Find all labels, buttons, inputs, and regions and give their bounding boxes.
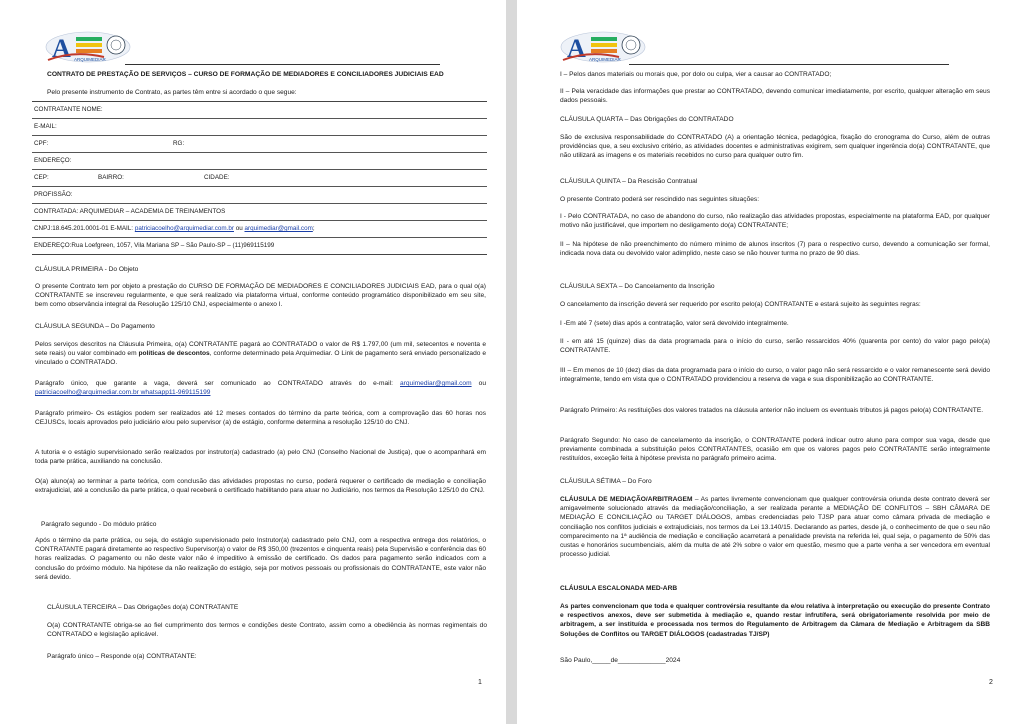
email-link-arquimediar[interactable]: arquimediar@gmail.com bbox=[244, 225, 313, 232]
form-row-nome bbox=[32, 102, 487, 119]
page-number: 1 bbox=[478, 679, 482, 686]
email-link-patricia[interactable]: patriciacoelho@arquimediar.com.br bbox=[134, 225, 234, 232]
whatsapp-link[interactable]: patriciacoelho@arquimediar.com.br whatsapp11-969115199 bbox=[35, 389, 211, 397]
form-row-endereco bbox=[32, 153, 487, 170]
cep-label[interactable]: CEP: bbox=[34, 174, 49, 181]
profissao-label[interactable]: PROFISSÃO: bbox=[34, 191, 73, 198]
party-form bbox=[32, 101, 487, 255]
clause-1-text: O presente Contrato tem por objeto a prestação do CURSO DE FORMAÇÃO DE MEDIADORES E CONCILIADORES JUDICIAIS EAD, para o qual o(a) CONTRATANTE se inscreveu regularmente, e que será realizado via plataforma virtual, conforme conteúdo programático disponibilizado em seu site, bem como observância integral da Resolução 125/10 CNJ, especialmente o anexo I. bbox=[35, 283, 486, 309]
clause-7-text: CLÁUSULA DE MEDIAÇÃO/ARBITRAGEM – As partes livremente convencionam que qualquer controvérsia oriunda deste contrato deverá ser amigavelmente solucionado através da mediação/conciliação, a ser realizada perante a MEDIAÇÃO DE CONFLITOS – SBH CÂMARA DE MEDIAÇÃO E CONCILIAÇÃO ou TARGET DIÁLOGOS, ambas credenciadas pelo TJSP para atuar como câmara privada de mediação e conciliação nos conflitos judiciais e extrajudiciais, nos termos da Lei 13.140/15. Declarando as partes, desde já, o conhecimento de que o seu não comparecimento na 1ª audiência de mediação e conciliação acarretará a penalidade prevista na referida lei, qual seja, o pagamento de 50% das custas e honorários sucumbenciais, além da multa de até 2% sobre o valor em questão, mesmo que a parte venha a ser vencedora em eventual processo judicial. bbox=[560, 496, 990, 559]
clause-4-text: São de exclusiva responsabilidade do CONTRATADO (A) a orientação técnica, pedagógica, fixação do cronograma do Curso, além de outras providências que, a seu exclusivo critério, as atividades docentes e administrativas exigirem, sem qualquer ingerência do(a) CONTRATANTE, que não utilizará as imagens e os materiais recebidos no curso para qualquer outro fim. bbox=[560, 134, 990, 160]
clause-6-intro: O cancelamento da inscrição deverá ser requerido por escrito pelo(a) CONTRATANTE e estará sujeito às seguintes regras: bbox=[560, 301, 921, 308]
page-1 bbox=[0, 0, 506, 724]
rg-label[interactable]: RG: bbox=[173, 140, 185, 147]
clause-6-item-i: I -Em até 7 (sete) dias após a contratação, valor será devolvido integralmente. bbox=[560, 320, 789, 327]
svg-text:ARQUIMEDIAR: ARQUIMEDIAR bbox=[74, 57, 106, 62]
obligation-i: I – Pelos danos materiais ou morais que, por dolo ou culpa, vier a causar ao CONTRATADO; bbox=[560, 71, 832, 78]
svg-text:ARQUIMEDIAR: ARQUIMEDIAR bbox=[589, 57, 621, 62]
arquimediar-logo bbox=[559, 30, 647, 64]
clause-4-title: CLÁUSULA QUARTA – Das Obrigações do CONTRATADO bbox=[560, 116, 734, 123]
form-row-endereco-contratada bbox=[32, 238, 487, 254]
clause-8-title: CLÁUSULA ESCALONADA MED-ARB bbox=[560, 585, 678, 592]
svg-text:A: A bbox=[52, 34, 71, 63]
header-rule bbox=[629, 64, 949, 65]
email-link-arquimediar-2[interactable]: arquimediar@gmail.com bbox=[400, 380, 472, 387]
contratada-text: CONTRATADA: ARQUIMEDIAR – ACADEMIA DE TREINAMENTOS bbox=[34, 208, 226, 215]
contract-title: CONTRATO DE PRESTAÇÃO DE SERVIÇOS – CURSO DE FORMAÇÃO DE MEDIADORES E CONCILIADORES JUDICIAIS EAD bbox=[47, 71, 444, 78]
intro-text: Pelo presente instrumento de Contrato, as partes têm entre si acordado o que segue: bbox=[47, 89, 297, 96]
svg-text:A: A bbox=[567, 34, 586, 63]
discount-policies: políticas de descontos bbox=[138, 350, 210, 358]
clause-2-paragraph-1: Parágrafo primeiro- Os estágios podem ser realizados até 12 meses contados do término da parte teórica, com a comprovação das 60 horas nos CEJUSCs, locais aprovados pelo judiciário e/ou pelo supervisor (a) de estágio, conforme determina a resolução 125/10 do CNJ. bbox=[35, 410, 486, 427]
clause-6-paragraph-2: Parágrafo Segundo: No caso de cancelamento da inscrição, o CONTRATANTE poderá indicar outro aluno para compor sua vaga, desde que previamente combinada a substituição pelos CONTRATANTES, ocasião em que os valores pagos pelo CONTRATANTE serão integralmente restituídos, exceção feita à hipótese prevista no parágrafo primeiro acima. bbox=[560, 437, 990, 463]
clause-2-certificate: O(a) aluno(a) ao terminar a parte teórica, com conclusão das atividades propostas no curso, poderá requerer o certificado de mediação e conciliação extrajudicial, até a conclusão da parte prática, o qual receberá o certificado habilitando para atuar no Judiciário, nos termos da Resolução 125/10 do CNJ. bbox=[35, 478, 486, 495]
page-number: 2 bbox=[989, 679, 993, 686]
clause-2-paragraph-2-title: Parágrafo segundo - Do módulo prático bbox=[41, 521, 157, 528]
clause-6-title: CLÁUSULA SEXTA – Do Cancelamento da Inscrição bbox=[560, 283, 715, 290]
clause-6-item-ii: II - em até 15 (quinze) dias da data programada para o início do curso, serão ressarcidos 40% (quarenta por cento) do valor pago pelo(a) CONTRATANTE. bbox=[560, 338, 990, 355]
clause-6-item-iii: III – Em menos de 10 (dez) dias da data programada para o início do curso, o valor pago não será ressarcido e o valor remanescente será devido integralmente, tendo em vista que o CONTRATADO providenciou a reserva de vaga e sua disponibilização ao CONTRATANTE. bbox=[560, 367, 990, 384]
endereco-contratada-text: ENDEREÇO:Rua Loefgreen, 1057, Vila Mariana SP – São Paulo-SP – (11)969115199 bbox=[34, 242, 275, 249]
clause-3-text: O(a) CONTRATANTE obriga-se ao fiel cumprimento dos termos e condições deste Contrato, assim como a obediência às normas regimentais do CONTRATADO e legislação aplicável. bbox=[47, 622, 487, 639]
page-2 bbox=[517, 0, 1023, 724]
form-row-contratada bbox=[32, 204, 487, 221]
clause-1-title: CLÁUSULA PRIMEIRA - Do Objeto bbox=[35, 266, 139, 273]
clause-7-title: CLÁUSULA SÉTIMA – Do Foro bbox=[560, 478, 652, 485]
cpf-label[interactable]: CPF: bbox=[34, 140, 49, 147]
clause-2-vacancy: Parágrafo único, que garante a vaga, deverá ser comunicado ao CONTRATADO através do e-mail: arquimediar@gmail.com ou patriciacoelho@arquimediar.com.br whatsapp11-969115199 bbox=[35, 380, 486, 397]
clause-2-paragraph-2: Após o término da parte prática, ou seja, do estágio supervisionado pelo Instrutor(a) cadastrado pelo CNJ, com a respectiva entrega dos relatórios, o CONTRATANTE pagará diretamente ao respectivo Supervisor(a) o valor de R$ 350,00 (trezentos e cinquenta reais) pela Supervisão e conferência das 60 horas realizadas. O pagamento ou não deste valor não é impeditivo à emissão de certificado. Os dados para pagamento serão indicados com a conclusão do próximo módulo. Na hipótese da não realização do estágio, seja por motivos pessoais ou profissionais do CONTRATANTE, este valor não será devido. bbox=[35, 537, 486, 581]
clause-3-sole-paragraph: Parágrafo único – Responde o(a) CONTRATANTE: bbox=[47, 653, 197, 660]
form-row-profissao bbox=[32, 187, 487, 204]
clause-5-title: CLÁUSULA QUINTA – Da Rescisão Contratual bbox=[560, 178, 698, 185]
form-row-cpf bbox=[32, 136, 487, 153]
nome-label[interactable]: CONTRATANTE NOME: bbox=[34, 106, 103, 113]
clause-5-item-ii: II – Na hipótese de não preenchimento do número mínimo de alunos inscritos (7) para o respectivo curso, devendo a comunicação ser formal, indicada nova data ou devolvido valor adimplido, neste caso se não houver turma no prazo de 90 dias. bbox=[560, 241, 990, 258]
form-row-cnpj bbox=[32, 221, 487, 238]
clause-5-intro: O presente Contrato poderá ser rescindido nas seguintes situações: bbox=[560, 196, 760, 203]
bairro-label[interactable]: BAIRRO: bbox=[98, 174, 124, 181]
form-row-cep bbox=[32, 170, 487, 187]
clause-6-paragraph-1: Parágrafo Primeiro: As restituições dos valores tratados na cláusula anterior não incluem os eventuais tributos já pagos pelo(a) CONTRATANTE. bbox=[560, 407, 984, 414]
clause-8-text: As partes convencionam que toda e qualquer controvérsia resultante da e/ou relativa à interpretação ou execução do presente Contrato e respectivos anexos, deve ser submetida à mediação e, quando restar infrutífera, será obrigatoriamente resolvida por meio de arbitragem, a ser instituída e processada nos termos do Regulamento de Arbitragem da Câmara de Mediação e Arbitragem da SBB Soluções de Conflitos ou TARGET DIÁLOGOS (cadastradas TJ/SP) bbox=[560, 603, 990, 638]
clause-2-tutoring: A tutoria e o estágio supervisionado serão realizados por instrutor(a) cadastrado (a) pelo CNJ (Conselho Nacional de Justiça), que o acompanhará em toda parte prática, auxiliando na conclusão. bbox=[35, 449, 486, 466]
arquimediar-logo bbox=[44, 30, 132, 64]
endereco-label[interactable]: ENDEREÇO: bbox=[34, 157, 72, 164]
cidade-label[interactable]: CIDADE: bbox=[204, 174, 230, 181]
clause-2-title: CLÁUSULA SEGUNDA – Do Pagamento bbox=[35, 323, 155, 330]
form-row-email bbox=[32, 119, 487, 136]
email-label[interactable]: E-MAIL: bbox=[34, 123, 57, 130]
clause-2-payment: Pelos serviços descritos na Cláusula Primeira, o(a) CONTRATANTE pagará ao CONTRATADO o valor de R$ 1.797,00 (um mil, setecentos e noventa e sete reais) ou valor combinado em políticas de descontos, conforme determinado pela Arquimediar. O Link de pagamento será enviado personalizado e vinculado o CONTRATADO. bbox=[35, 341, 486, 367]
clause-3-title: CLÁUSULA TERCEIRA – Das Obrigações do(a) CONTRATANTE bbox=[47, 604, 239, 611]
signature-date[interactable]: São Paulo,_____de_____________2024 bbox=[560, 657, 681, 664]
obligation-ii: II – Pela veracidade das informações que prestar ao CONTRATADO, devendo comunicar imediatamente, por escrito, qualquer alteração em seus dados pessoais. bbox=[560, 88, 990, 105]
cnpj-text: CNPJ:18.645.201.0001-01 E-MAIL: patriciacoelho@arquimediar.com.br ou arquimediar@gmail.com; bbox=[34, 225, 315, 232]
clause-5-item-i: I - Pelo CONTRATADA, no caso de abandono do curso, não realização das atividades propostas, especialmente na plataforma EAD, por qualquer motivo não justificável, que importem no desligamento do(a) CONTRATANTE; bbox=[560, 213, 990, 230]
header-rule bbox=[125, 64, 440, 65]
